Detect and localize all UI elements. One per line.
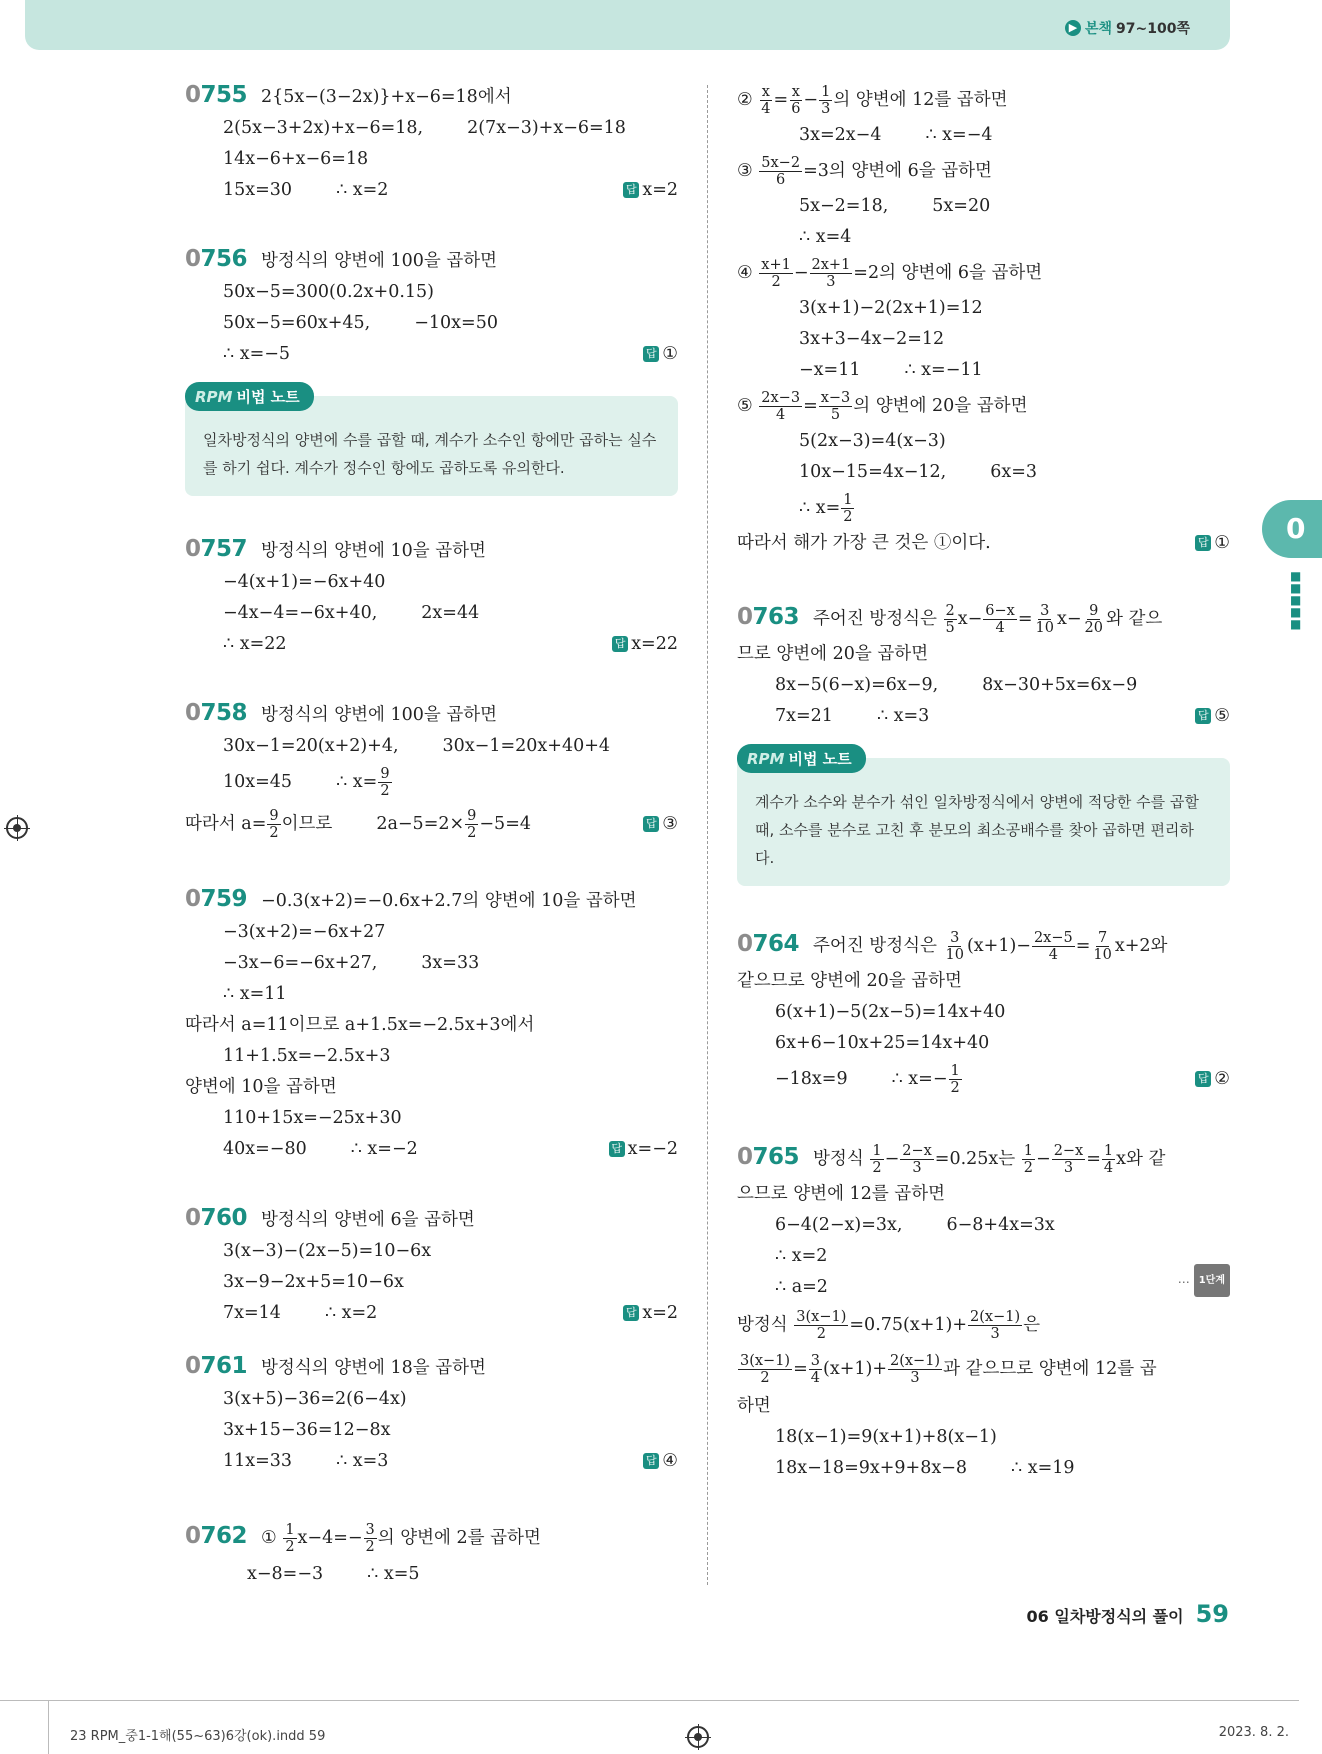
- step: −0.3(x+2)=−0.6x+2.7의 양변에 10을 곱하면: [261, 891, 637, 911]
- fraction: $\frac{6-x}{4}$: [985, 603, 1015, 636]
- answer: 답 ①: [1195, 528, 1230, 559]
- step: 방정식의 양변에 100을 곱하면: [261, 705, 498, 725]
- fraction: $\frac{2-x}{3}$: [1053, 1143, 1084, 1176]
- step: 방정식의 양변에 6을 곱하면: [261, 1210, 475, 1230]
- problem-0762-continued: ② $\frac{x}{4}$ = $\frac{x}{6}$ − $\frac{1}{3}$ 의 양변에 12를 곱하면 3x=2x−4 ∴ x=−4 ③ $\frac{5x-2}{6}$ =3의 양변에 6을 곱하면 5x−2=18, 5x=20 ∴ x=4 ④ $\frac{x+1}{2}$ − $\frac{2x+1}{3}$ =2의 양변에 6을 곱하면 3(x+1)−2(2x+1)=12 3x+3−4x−2=12 −x=11 ∴ x=−11 ⑤ $\frac{2x-3}{4}$ = $\frac{x-3}{5}$ 의 양변에 20을 곱하면 5(2x−3)=4(x−3) 10x−15=4x−12, 6x=3 ∴ x= $\frac{1}{2}$ 따라서 해가 가장 큰 것은 ①이다. 답 ①: [737, 80, 1230, 559]
- fraction: $\frac{3}{4}$: [810, 1353, 820, 1386]
- page-footer: [1027, 1600, 1229, 1628]
- problem-number: 0761: [185, 1353, 248, 1379]
- print-trim-line: [0, 1700, 1299, 1701]
- answer: 답 ③: [643, 802, 678, 846]
- step: 으므로 양변에 12를 곱하면: [737, 1184, 946, 1204]
- problem-number: 0758: [185, 700, 248, 726]
- ref-pages: 97~100쪽: [1116, 21, 1190, 37]
- step: 8x−5(6−x)=6x−9,: [775, 675, 939, 695]
- problem-0756: [185, 244, 678, 370]
- step: ∴ x=19: [1011, 1458, 1075, 1478]
- answer-icon: 답: [1195, 535, 1211, 551]
- step: =3의 양변에 6을 곱하면: [803, 161, 992, 181]
- step: 3x−9−2x+5=10−6x: [223, 1272, 404, 1292]
- note-body: 일차방정식의 양변에 수를 곱할 때, 계수가 소수인 항에만 곱하는 실수를 하기 쉽다. 계수가 정수인 항에도 곱하도록 유의한다.: [203, 431, 657, 477]
- fraction: $\frac{2(x-1)}{3}$: [889, 1353, 941, 1386]
- step: −5=4: [479, 814, 531, 834]
- step: 6x=3: [990, 462, 1038, 482]
- print-file-info: 23 RPM_중1-1해(55~63)6강(ok).indd 59: [70, 1729, 326, 1744]
- fraction: $\frac{2x-3}{4}$: [761, 390, 801, 423]
- step: 50x−5=60x+45,: [223, 313, 371, 333]
- rpm-note: [185, 388, 678, 496]
- problem-0758: [185, 698, 678, 846]
- problem-0757: [185, 534, 678, 660]
- step: 므로 양변에 20을 곱하면: [737, 644, 929, 664]
- answer-icon: 답: [1195, 708, 1211, 724]
- problem-0760: [185, 1203, 678, 1329]
- left-column: [185, 80, 678, 1590]
- step: 110+15x=−25x+30: [223, 1108, 402, 1128]
- answer-icon: 답: [623, 1305, 639, 1321]
- step: 따라서 a=: [185, 814, 267, 834]
- step: 3(x+1)−2(2x+1)=12: [799, 298, 983, 318]
- step: 방정식의 양변에 18을 곱하면: [261, 1358, 486, 1378]
- step: −4x−4=−6x+40,: [223, 603, 378, 623]
- choice-marker: ③: [737, 161, 753, 181]
- step: ∴ x=−4: [925, 125, 993, 145]
- answer-icon: 답: [623, 182, 639, 198]
- fraction: $\frac{3(x-1)}{2}$: [740, 1353, 791, 1386]
- step: 3(x+5)−36=2(6−4x): [223, 1389, 407, 1409]
- step: 따라서 a=11이므로 a+1.5x=−2.5x+3에서: [185, 1015, 535, 1035]
- answer-icon: 답: [1195, 1071, 1211, 1087]
- step: 6x+6−10x+25=14x+40: [775, 1033, 990, 1053]
- answer-icon: 답: [609, 1141, 625, 1157]
- problem-number: 0759: [185, 886, 248, 912]
- answer: 답 ①: [643, 339, 678, 370]
- step: ∴ x=: [336, 772, 378, 792]
- fraction: $\frac{2x-5}{4}$: [1033, 930, 1073, 963]
- step: 10x=45: [223, 772, 293, 792]
- reference-link[interactable]: [1065, 18, 1190, 38]
- step: 3(x−3)−(2x−5)=10−6x: [223, 1241, 432, 1261]
- step: 6(x+1)−5(2x−5)=14x+40: [775, 1002, 1006, 1022]
- problem-0759: [185, 884, 678, 1165]
- step: =2의 양변에 6을 곱하면: [853, 263, 1043, 283]
- problem-0762: [185, 1515, 678, 1590]
- step: x−4=−: [297, 1528, 363, 1548]
- answer: 답 x=2: [623, 175, 678, 206]
- step: ∴ x=2: [336, 180, 389, 200]
- step: −4(x+1)=−6x+40: [223, 572, 386, 592]
- answer-icon: 답: [643, 816, 659, 832]
- page-number: 59: [1195, 1600, 1229, 1628]
- step: 방정식의 양변에 100을 곱하면: [261, 251, 498, 271]
- column-divider: [707, 85, 708, 1585]
- step: 5x−2=18,: [799, 196, 889, 216]
- step: ∴ a=2: [775, 1277, 828, 1297]
- fraction: $\frac{x}{6}$: [791, 84, 801, 117]
- step: 6−4(2−x)=3x,: [775, 1215, 903, 1235]
- registration-mark-icon: [6, 817, 28, 839]
- fraction: $\frac{3}{10}$: [1035, 603, 1054, 636]
- step: 이므로: [281, 814, 333, 834]
- fraction: $\frac{1}{4}$: [1103, 1143, 1114, 1176]
- answer: 답 ⑤: [1195, 701, 1230, 732]
- step: 11+1.5x=−2.5x+3: [223, 1046, 391, 1066]
- step-tag: … 1단계: [1178, 1264, 1230, 1297]
- step: 14x−6+x−6=18: [223, 149, 369, 169]
- step: 5x=20: [932, 196, 991, 216]
- problem-number: 0756: [185, 246, 248, 272]
- answer: 답 ④: [643, 1446, 678, 1477]
- fraction: $\frac{2-x}{3}$: [902, 1143, 932, 1176]
- step: 의 양변에 12를 곱하면: [833, 90, 1008, 110]
- chevron-right-icon: ▶: [1065, 20, 1081, 36]
- step: −x=11: [799, 360, 861, 380]
- step: ∴ x=5: [367, 1564, 420, 1584]
- fraction: $\frac{1}{2}$: [843, 492, 853, 525]
- rpm-note: [737, 750, 1230, 886]
- fraction: $\frac{x}{4}$: [761, 84, 771, 117]
- fraction: $\frac{9}{20}$: [1084, 603, 1103, 636]
- right-column: [737, 80, 1230, 1484]
- step: ∴ x=−11: [904, 360, 983, 380]
- answer-icon: 답: [612, 636, 628, 652]
- step: 7x=21: [775, 706, 833, 726]
- fraction: $\frac{3(x-1)}{2}$: [796, 1309, 847, 1342]
- fraction: $\frac{3}{10}$: [945, 930, 964, 963]
- step: 2a−5=2×: [376, 814, 465, 834]
- choice-marker: ④: [737, 263, 753, 283]
- step: ∴ x=2: [324, 1303, 378, 1323]
- ref-label: 본책: [1084, 21, 1113, 37]
- problem-number: 0760: [185, 1205, 248, 1231]
- step: ∴ x=−2: [350, 1139, 418, 1159]
- problem-number: 0762: [185, 1523, 248, 1549]
- step: ∴ x=3: [876, 706, 930, 726]
- problem-number: 0757: [185, 536, 248, 562]
- step: 30x−1=20(x+2)+4,: [223, 736, 399, 756]
- answer: 답 x=2: [623, 1298, 678, 1329]
- fraction: $\frac{3}{2}$: [365, 1522, 375, 1555]
- step: 7x=14: [223, 1303, 281, 1323]
- step: 3x+15−36=12−8x: [223, 1420, 391, 1440]
- problem-0761: [185, 1351, 678, 1477]
- step: 18(x−1)=9(x+1)+8(x−1): [775, 1427, 997, 1447]
- fraction: $\frac{x-3}{5}$: [820, 390, 851, 423]
- choice-marker: ⑤: [737, 396, 753, 416]
- step: ∴ x=4: [799, 227, 852, 247]
- print-date: 2023. 8. 2.: [1218, 1725, 1289, 1740]
- choice-marker: ①: [261, 1528, 277, 1548]
- fraction: $\frac{5x-2}{6}$: [761, 155, 801, 188]
- chapter-title: 06 일차방정식의 풀이: [1026, 1607, 1184, 1626]
- step: x−8=−3: [247, 1564, 324, 1584]
- problem-number: 0763: [737, 604, 800, 630]
- chapter-tab: 0: [1262, 500, 1322, 558]
- step: 2(5x−3+2x)+x−6=18,: [223, 118, 424, 138]
- problem-number: 0755: [185, 82, 248, 108]
- step: 50x−5=300(0.2x+0.15): [223, 282, 434, 302]
- answer-icon: 답: [643, 346, 659, 362]
- note-title: RPM 비법 노트: [737, 744, 866, 773]
- problem-number: 0765: [737, 1144, 800, 1170]
- step: 30x−1=20x+40+4: [442, 736, 611, 756]
- step: 의 양변에 2를 곱하면: [377, 1528, 541, 1548]
- problem-0765: 0765 방정식 $\frac{1}{2}$ − $\frac{2-x}{3}$ =0.25x는 $\frac{1}{2}$ − $\frac{2-x}{3}$ = $\frac{1}{4}$ x와 같 으므로 양변에 12를 곱하면 6−4(2−x)=3x, 6−8+4x=3x ∴ x=2 ∴ a=2 … 1단계 방정식 $\frac{3(x-1)}{2}$ =0.75(x+1)+ $\frac{2(x-1)}{3}$ 은 $\frac{3(x-1)}{2}$ = $\frac{3}{4}$ (x+1)+ $\frac{2(x-1)}{3}$ 과 같으므로 양변에 12를 곱 하면 18(x−1)=9(x+1)+8(x−1) 18x−18=9x+9+8x−8 ∴ x=19: [737, 1137, 1230, 1484]
- problem-0764: 0764 주어진 방정식은 $\frac{3}{10}$ (x+1)− $\frac{2x-5}{4}$ = $\frac{7}{10}$ x+2와 같으므로 양변에 20을 곱하면 6(x+1)−5(2x−5)=14x+40 6x+6−10x+25=14x+40 −18x=9 ∴ x=− $\frac{1}{2}$ 답 ②: [737, 924, 1230, 1099]
- fraction: $\frac{2}{5}$: [945, 603, 955, 636]
- step: 5(2x−3)=4(x−3): [799, 431, 946, 451]
- step: 양변에 10을 곱하면: [185, 1077, 337, 1097]
- fraction: $\frac{1}{2}$: [872, 1143, 882, 1176]
- fraction: $\frac{1}{2}$: [1023, 1143, 1034, 1176]
- step: 의 양변에 20을 곱하면: [853, 396, 1028, 416]
- step: ∴ x=−: [891, 1069, 948, 1089]
- step: 3x+3−4x−2=12: [799, 329, 945, 349]
- answer: 답 ②: [1195, 1059, 1230, 1099]
- step: −10x=50: [414, 313, 498, 333]
- answer: 답 x=22: [612, 629, 678, 660]
- header-band: [25, 0, 1230, 50]
- choice-marker: ②: [737, 90, 753, 110]
- step: −18x=9: [775, 1069, 848, 1089]
- step: 8x−30+5x=6x−9: [982, 675, 1138, 695]
- step: 2(7x−3)+x−6=18: [467, 118, 626, 138]
- fraction: $\frac{1}{3}$: [821, 84, 831, 117]
- fraction: $\frac{2x+1}{3}$: [811, 257, 851, 290]
- step: 3x=33: [421, 953, 480, 973]
- note-title: RPM 비법 노트: [185, 382, 314, 411]
- conclusion: 따라서 해가 가장 큰 것은 ①이다.: [737, 533, 991, 553]
- problem-0763: 0763 주어진 방정식은 $\frac{2}{5}$ x− $\frac{6-x}{4}$ = $\frac{3}{10}$ x− $\frac{9}{20}$ 와 같으 므로 양변에 20을 곱하면 8x−5(6−x)=6x−9, 8x−30+5x=6x−9 7x=21 ∴ x=3 답 ⑤: [737, 597, 1230, 732]
- step: 15x=30: [223, 180, 293, 200]
- fraction: $\frac{1}{2}$: [950, 1063, 960, 1096]
- fraction: $\frac{2(x-1)}{3}$: [970, 1309, 1021, 1342]
- answer-icon: 답: [643, 1453, 659, 1469]
- step: ∴ x=2: [775, 1246, 828, 1266]
- registration-mark-icon: [687, 1726, 709, 1748]
- step: 11x=33: [223, 1451, 293, 1471]
- step: ∴ x=−5: [223, 344, 291, 364]
- step: ∴ x=11: [223, 984, 287, 1004]
- problem-number: 0764: [737, 931, 800, 957]
- fraction: $\frac{x+1}{2}$: [761, 257, 791, 290]
- note-body: 계수가 소수와 분수가 섞인 일차방정식에서 양변에 적당한 수를 곱할 때, 소수를 분수로 고친 후 분모의 최소공배수를 찾아 곱하면 편리하다.: [755, 793, 1199, 867]
- step: ∴ x=3: [336, 1451, 389, 1471]
- fraction: $\frac{9}{2}$: [380, 766, 390, 799]
- step: 40x=−80: [223, 1139, 307, 1159]
- step: 2x=44: [421, 603, 480, 623]
- fraction: $\frac{1}{2}$: [285, 1522, 295, 1555]
- problem-0755: [185, 80, 678, 206]
- step: 18x−18=9x+9+8x−8: [775, 1458, 967, 1478]
- fraction: $\frac{9}{2}$: [269, 808, 279, 841]
- step: ∴ x=22: [223, 634, 287, 654]
- step: 10x−15=4x−12,: [799, 462, 947, 482]
- step: 같으므로 양변에 20을 곱하면: [737, 971, 962, 991]
- step: 6−8+4x=3x: [946, 1215, 1055, 1235]
- step: 하면: [737, 1396, 771, 1416]
- step: 2{5x−(3−2x)}+x−6=18에서: [261, 87, 512, 107]
- step: ∴ x=: [799, 498, 841, 518]
- step: −3x−6=−6x+27,: [223, 953, 378, 973]
- fraction: $\frac{9}{2}$: [467, 808, 477, 841]
- step: 3x=2x−4: [799, 125, 882, 145]
- step: −3(x+2)=−6x+27: [223, 922, 386, 942]
- fraction: $\frac{7}{10}$: [1093, 930, 1112, 963]
- answer: 답 x=−2: [609, 1134, 678, 1165]
- step: 방정식의 양변에 10을 곱하면: [261, 541, 486, 561]
- side-decoration: ■ ■ ■ ■ ■: [1290, 569, 1302, 631]
